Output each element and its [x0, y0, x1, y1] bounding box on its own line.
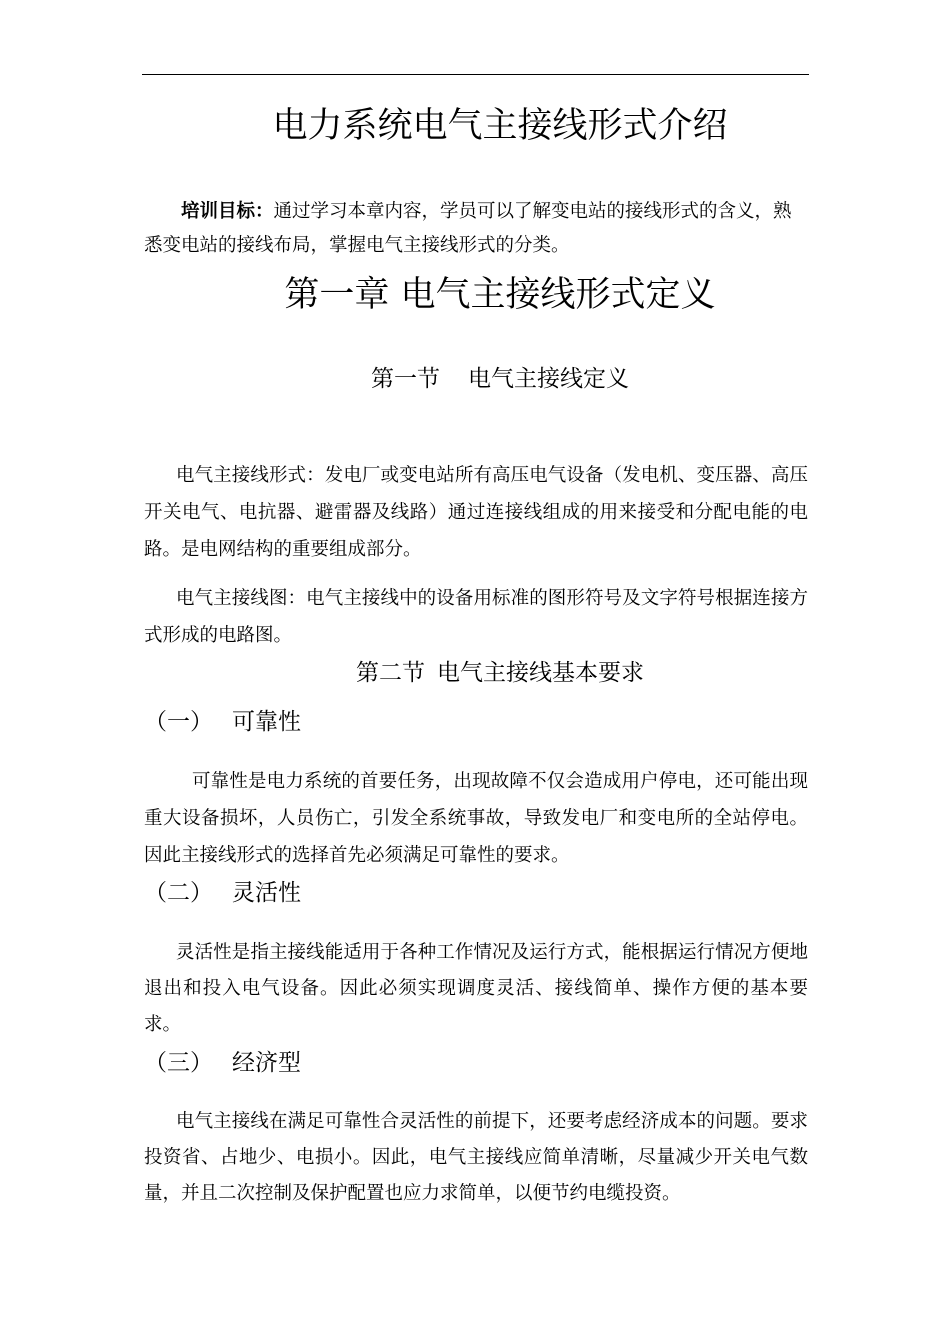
reliability-paragraph: 可靠性是电力系统的首要任务，出现故障不仅会造成用户停电，还可能出现重大设备损坏，人员伤亡，引发全系统事故，导致发电厂和变电所的全站停电。因此主接线形式的选择首先必须满足可靠性的要求。 [144, 771, 808, 866]
objective-label: 培训目标： [181, 201, 274, 222]
section-1-number: 第一节 [371, 366, 440, 392]
section-1-heading: 电气主接线定义 [468, 366, 629, 392]
requirement-number: （一） [144, 709, 213, 735]
requirement-number: （二） [144, 880, 213, 906]
section-2-heading: 电气主接线基本要求 [437, 660, 644, 686]
section-1-title [0, 361, 950, 397]
requirement-number: （三） [144, 1050, 213, 1076]
section-2-title [0, 655, 950, 691]
training-objective [144, 195, 809, 263]
economy-paragraph: 电气主接线在满足可靠性合灵活性的前提下，还要考虑经济成本的问题。要求投资省、占地少、电损小。因此，电气主接线应简单清晰，尽量减少开关电气数量，并且二次控制及保护配置也应力求简单，以便节约电缆投资。 [144, 1111, 808, 1204]
requirement-heading-economy [144, 1045, 301, 1081]
requirement-heading-reliability [144, 704, 301, 740]
header-rule [142, 74, 809, 75]
requirement-heading-flexibility [144, 875, 301, 911]
requirement-title: 灵活性 [232, 880, 301, 906]
definition-paragraph: 电气主接线形式：发电厂或变电站所有高压电气设备（发电机、变压器、高压开关电气、电抗器、避雷器及线路）通过连接线组成的用来接受和分配电能的电路。是电网结构的重要组成部分。 [144, 465, 808, 560]
objective-text: 通过学习本章内容，学员可以了解变电站的接线形式的含义，熟悉变电站的接线布局，掌握电气主接线形式的分类。 [144, 201, 792, 256]
requirement-title: 经济型 [232, 1050, 301, 1076]
diagram-definition-paragraph: 电气主接线图：电气主接线中的设备用标准的图形符号及文字符号根据连接方式形成的电路图。 [144, 588, 808, 646]
document-title: 电力系统电气主接线形式介绍 [272, 106, 728, 146]
requirement-title: 可靠性 [232, 709, 301, 735]
flexibility-paragraph: 灵活性是指主接线能适用于各种工作情况及运行方式，能根据运行情况方便地退出和投入电气设备。因此必须实现调度灵活、接线简单、操作方便的基本要求。 [144, 942, 808, 1035]
chapter-title: 第一章 电气主接线形式定义 [284, 275, 716, 315]
section-2-number: 第二节 [356, 660, 425, 686]
